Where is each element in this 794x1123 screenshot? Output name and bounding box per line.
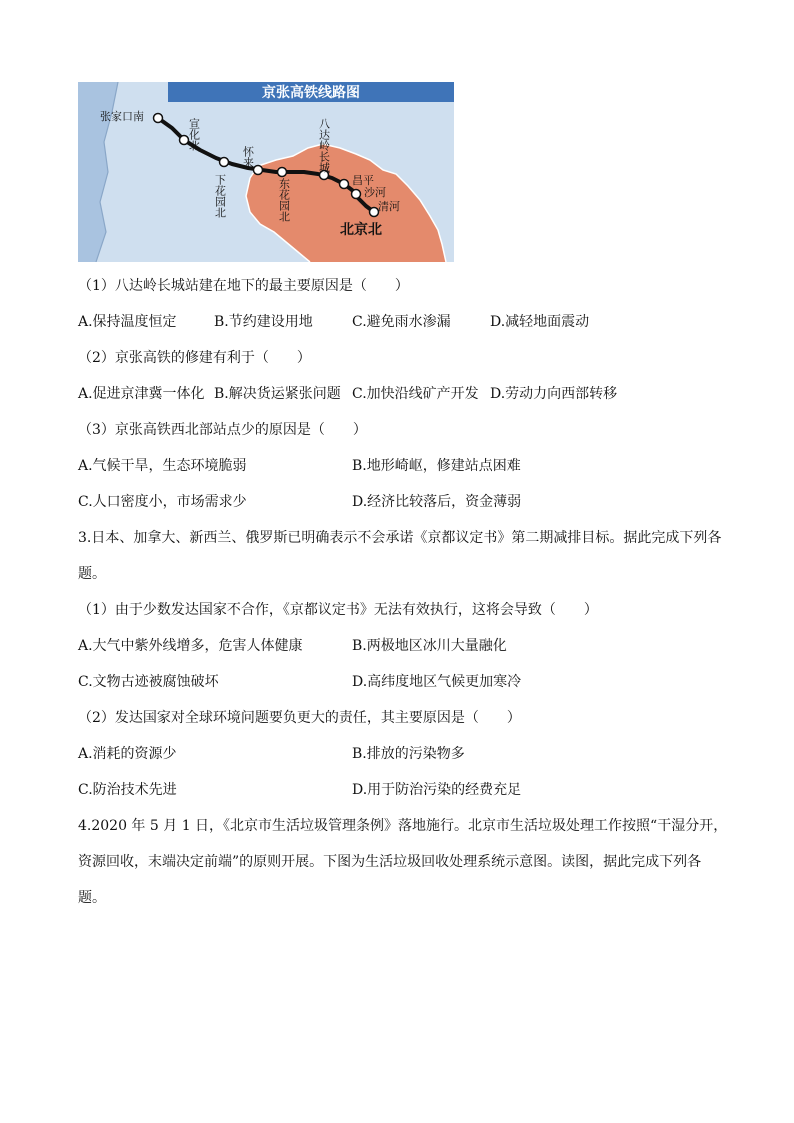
station-marker-xiahuayuan-north	[220, 158, 229, 167]
q2-3-option-b[interactable]: B.地形崎岖，修建站点困难	[352, 458, 521, 474]
station-label-donghuayuan-north: 东花园北	[277, 178, 291, 222]
railway-map	[78, 82, 454, 262]
station-marker-donghuayuan-north	[278, 168, 287, 177]
q3-2-option-c[interactable]: C.防治技术先进	[78, 782, 177, 798]
q3-1-option-b[interactable]: B.两极地区冰川大量融化	[352, 638, 507, 654]
station-marker-changping	[340, 180, 349, 189]
station-marker-shahe	[352, 190, 361, 199]
station-label-badaling: 八达岭长城	[317, 118, 331, 173]
q2-1-option-b[interactable]: B.节约建设用地	[214, 314, 313, 330]
station-label-beijing-north: 北京北	[340, 222, 382, 238]
station-label-xuanhua-north: 宣化北	[187, 118, 201, 151]
station-label-shahe: 沙河	[364, 186, 386, 199]
q2-1-option-d[interactable]: D.减轻地面震动	[490, 314, 590, 330]
q3-1-option-a[interactable]: A.大气中紫外线增多，危害人体健康	[78, 638, 303, 654]
q2-3-option-d[interactable]: D.经济比较落后，资金薄弱	[352, 494, 522, 510]
q2-2-option-d[interactable]: D.劳动力向西部转移	[490, 386, 618, 402]
q2-3-stem: （3）京张高铁西北部站点少的原因是（ ）	[78, 422, 367, 438]
map-title: 京张高铁线路图	[262, 85, 360, 101]
railway-map-svg	[78, 82, 454, 262]
station-label-xiahuayuan-north: 下花园北	[213, 174, 227, 218]
q2-1-stem: （1）八达岭长城站建在地下的最主要原因是（ ）	[78, 278, 409, 294]
q3-1-option-c[interactable]: C.文物古迹被腐蚀破坏	[78, 674, 219, 690]
q2-3-option-c[interactable]: C.人口密度小，市场需求少	[78, 494, 247, 510]
station-label-changping: 昌平	[352, 174, 374, 187]
q3-2-option-d[interactable]: D.用于防治污染的经费充足	[352, 782, 522, 798]
q3-intro-line-1: 3.日本、加拿大、新西兰、俄罗斯已明确表示不会承诺《京都议定书》第二期减排目标。据此完成下列各	[78, 530, 722, 546]
q2-2-option-a[interactable]: A.促进京津冀一体化	[78, 386, 205, 402]
station-marker-zhangjiakou-south	[154, 114, 163, 123]
q3-2-option-a[interactable]: A.消耗的资源少	[78, 746, 177, 762]
q2-2-stem: （2）京张高铁的修建有利于（ ）	[78, 350, 311, 366]
q2-2-option-b[interactable]: B.解决货运紧张问题	[214, 386, 341, 402]
q2-1-option-c[interactable]: C.避免雨水渗漏	[352, 314, 451, 330]
q2-1-option-a[interactable]: A.保持温度恒定	[78, 314, 177, 330]
station-label-qinghe: 清河	[378, 200, 400, 213]
q3-1-option-d[interactable]: D.高纬度地区气候更加寒冷	[352, 674, 522, 690]
q3-2-option-b[interactable]: B.排放的污染物多	[352, 746, 465, 762]
station-label-zhangjiakou-south: 张家口南	[100, 110, 144, 123]
q4-intro-line-1: 4.2020 年 5 月 1 日，《北京市生活垃圾管理条例》落地施行。北京市生活垃圾处理工作按照“干湿分开，	[78, 818, 728, 834]
q3-1-stem: （1）由于少数发达国家不合作，《京都议定书》无法有效执行，这将会导致（ ）	[78, 602, 598, 618]
q3-2-stem: （2）发达国家对全球环境问题要负更大的责任，其主要原因是（ ）	[78, 710, 521, 726]
q4-intro-line-3: 题。	[78, 890, 106, 906]
q3-intro-line-2: 题。	[78, 566, 106, 582]
station-marker-huailai	[254, 166, 263, 175]
q2-2-option-c[interactable]: C.加快沿线矿产开发	[352, 386, 479, 402]
q4-intro-line-2: 资源回收，末端决定前端”的原则开展。下图为生活垃圾回收处理系统示意图。读图，据此完成下列各	[78, 854, 702, 870]
station-label-huailai: 怀来	[241, 146, 255, 168]
q2-3-option-a[interactable]: A.气候干旱，生态环境脆弱	[78, 458, 247, 474]
